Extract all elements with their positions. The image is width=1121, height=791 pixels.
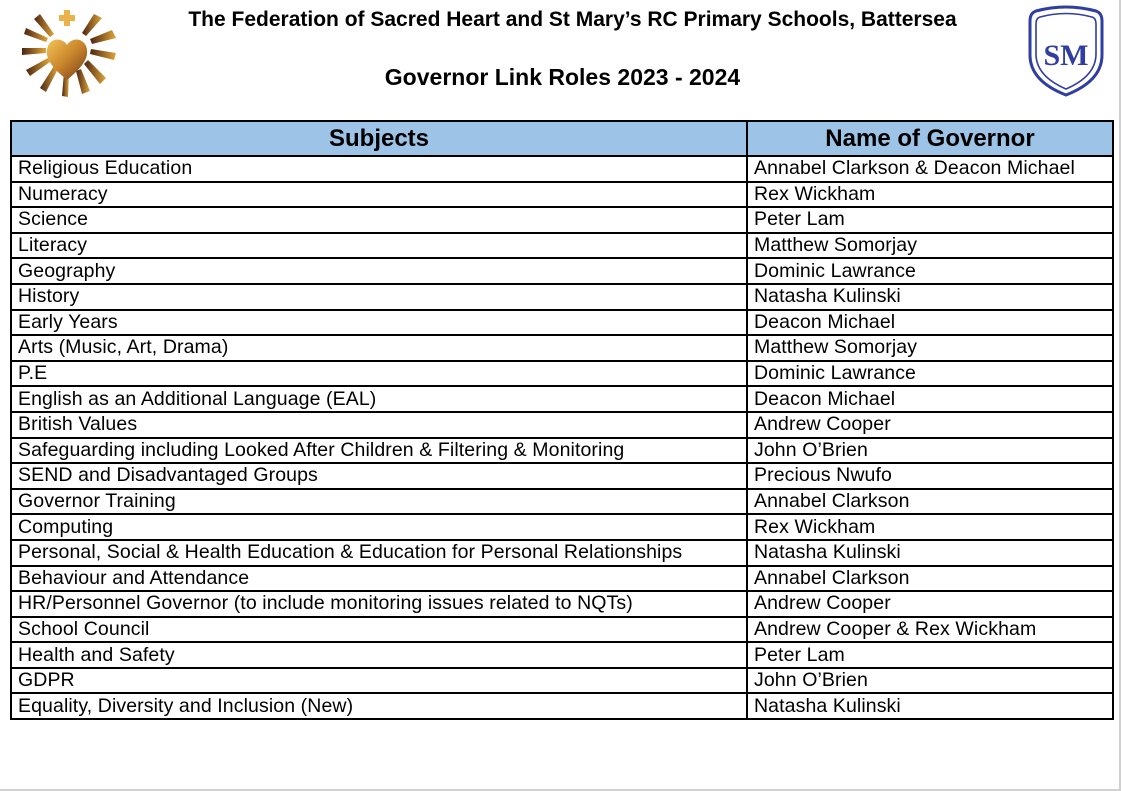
- school-title: The Federation of Sacred Heart and St Mary’s RC Primary Schools, Battersea: [188, 8, 957, 31]
- governor-cell: Natasha Kulinski: [747, 540, 1113, 566]
- table-row: [11, 617, 1113, 643]
- subject-cell: Equality, Diversity and Inclusion (New): [11, 693, 747, 719]
- subject-cell: P.E: [11, 361, 747, 387]
- table-body: [11, 156, 1113, 719]
- subject-cell: School Council: [11, 617, 747, 643]
- table-header-row: [11, 121, 1113, 156]
- shield-monogram: SM: [1043, 39, 1089, 72]
- subject-cell: GDPR: [11, 668, 747, 694]
- table-row: [11, 335, 1113, 361]
- subject-cell: Arts (Music, Art, Drama): [11, 335, 747, 361]
- subject-cell: Science: [11, 207, 747, 233]
- column-header-subjects: Subjects: [11, 121, 747, 156]
- governor-cell: John O’Brien: [747, 668, 1113, 694]
- governor-cell: Matthew Somorjay: [747, 335, 1113, 361]
- governor-cell: Dominic Lawrance: [747, 361, 1113, 387]
- table-row: [11, 207, 1113, 233]
- subject-cell: History: [11, 284, 747, 310]
- table-row: [11, 361, 1113, 387]
- subject-cell: Health and Safety: [11, 642, 747, 668]
- table-row: [11, 284, 1113, 310]
- governor-cell: Peter Lam: [747, 207, 1113, 233]
- governor-cell: Precious Nwufo: [747, 463, 1113, 489]
- governor-cell: Matthew Somorjay: [747, 233, 1113, 259]
- table-row: [11, 182, 1113, 208]
- subject-cell: Literacy: [11, 233, 747, 259]
- table-row: [11, 591, 1113, 617]
- governor-cell: Andrew Cooper: [747, 591, 1113, 617]
- governor-cell: Peter Lam: [747, 642, 1113, 668]
- subject-cell: Personal, Social & Health Education & Education for Personal Relationships: [11, 540, 747, 566]
- governor-cell: Annabel Clarkson & Deacon Michael: [747, 156, 1113, 182]
- table-row: [11, 258, 1113, 284]
- table-row: [11, 489, 1113, 515]
- governor-cell: Deacon Michael: [747, 310, 1113, 336]
- governor-cell: Rex Wickham: [747, 182, 1113, 208]
- subject-cell: SEND and Disadvantaged Groups: [11, 463, 747, 489]
- governor-cell: Natasha Kulinski: [747, 284, 1113, 310]
- governor-cell: Rex Wickham: [747, 514, 1113, 540]
- table-row: [11, 566, 1113, 592]
- governor-cell: Deacon Michael: [747, 386, 1113, 412]
- subject-cell: Governor Training: [11, 489, 747, 515]
- table-row: [11, 642, 1113, 668]
- table-row: [11, 310, 1113, 336]
- governor-cell: Andrew Cooper & Rex Wickham: [747, 617, 1113, 643]
- table-row: [11, 438, 1113, 464]
- subject-cell: HR/Personnel Governor (to include monitoring issues related to NQTs): [11, 591, 747, 617]
- subject-cell: British Values: [11, 412, 747, 438]
- column-header-governor: Name of Governor: [747, 121, 1113, 156]
- sacred-heart-icon: [20, 8, 120, 98]
- table-row: [11, 156, 1113, 182]
- subject-cell: Geography: [11, 258, 747, 284]
- subject-cell: Numeracy: [11, 182, 747, 208]
- governor-cell: Annabel Clarkson: [747, 566, 1113, 592]
- governor-cell: John O’Brien: [747, 438, 1113, 464]
- table-row: [11, 463, 1113, 489]
- governor-cell: Annabel Clarkson: [747, 489, 1113, 515]
- st-marys-shield-icon: [1026, 5, 1106, 97]
- table-row: [11, 540, 1113, 566]
- governor-cell: Andrew Cooper: [747, 412, 1113, 438]
- governor-cell: Natasha Kulinski: [747, 693, 1113, 719]
- table-row: [11, 412, 1113, 438]
- document-title: Governor Link Roles 2023 - 2024: [384, 64, 741, 90]
- table-row: [11, 668, 1113, 694]
- table-row: [11, 514, 1113, 540]
- subject-cell: Behaviour and Attendance: [11, 566, 747, 592]
- governor-cell: Dominic Lawrance: [747, 258, 1113, 284]
- table-row: [11, 693, 1113, 719]
- table-row: [11, 233, 1113, 259]
- table-row: [11, 386, 1113, 412]
- subject-cell: Early Years: [11, 310, 747, 336]
- governor-roles-table: [10, 120, 1114, 720]
- subject-cell: English as an Additional Language (EAL): [11, 386, 747, 412]
- subject-cell: Computing: [11, 514, 747, 540]
- subject-cell: Safeguarding including Looked After Children & Filtering & Monitoring: [11, 438, 747, 464]
- subject-cell: Religious Education: [11, 156, 747, 182]
